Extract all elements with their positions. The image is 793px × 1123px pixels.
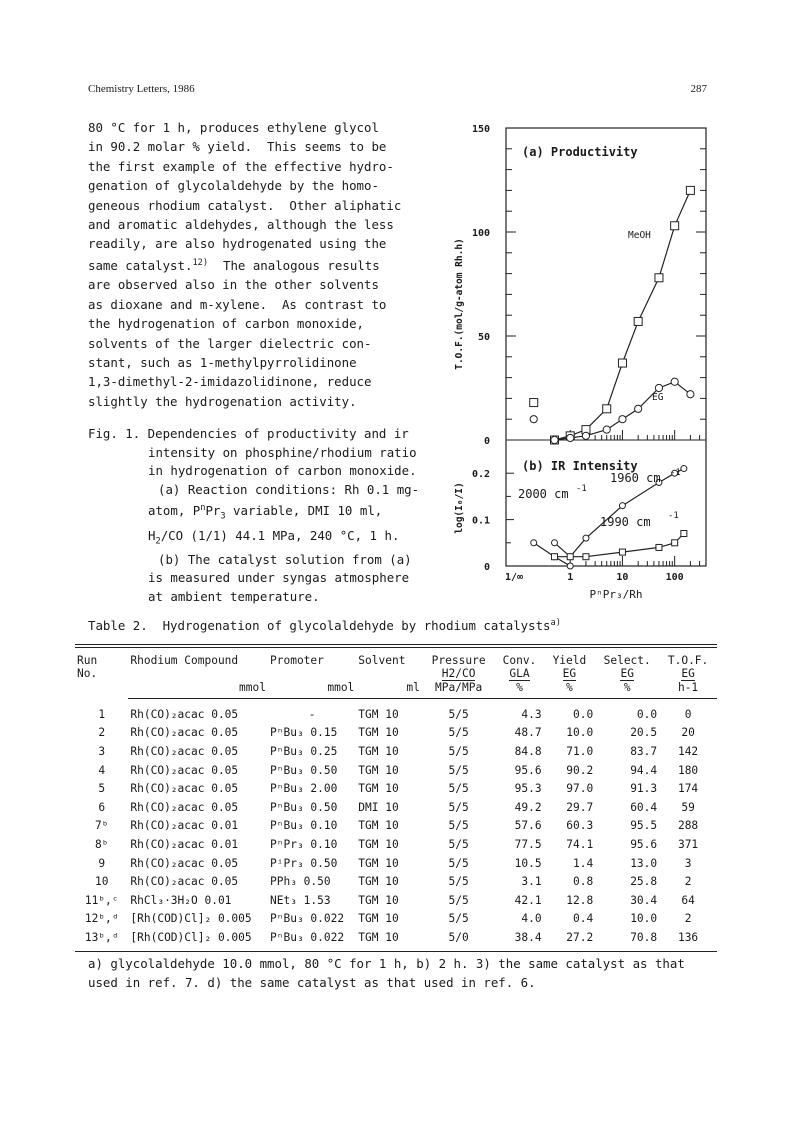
table-cell: 27.2 bbox=[566, 930, 594, 944]
journal-header: Chemistry Letters, 1986 bbox=[88, 83, 195, 95]
series-meoh-line bbox=[555, 190, 691, 440]
eg-point bbox=[530, 416, 537, 423]
table-cell: 49.2 bbox=[514, 800, 542, 814]
table-body bbox=[75, 699, 717, 947]
table-cell: 95.5 bbox=[630, 819, 658, 833]
label-2000: 2000 cm bbox=[518, 487, 569, 501]
table-cell: 60.4 bbox=[630, 800, 658, 814]
table-cell: 136 bbox=[677, 930, 699, 944]
table-cell: 94.4 bbox=[630, 763, 658, 777]
table-cell: 13ᵇ,ᵈ bbox=[84, 930, 119, 944]
eg-point bbox=[635, 405, 642, 412]
unit-select: % bbox=[623, 681, 631, 694]
label-1990-exp: -1 bbox=[668, 511, 679, 521]
table-title: Table 2. Hydrogenation of glycolaldehyde by rhodium catalysts$^{a)}$ bbox=[88, 618, 561, 634]
table-cell: 70.8 bbox=[630, 930, 658, 944]
table-cell: 2 bbox=[684, 912, 692, 926]
eg-point bbox=[582, 432, 589, 439]
col-select: Select. EG bbox=[603, 654, 651, 680]
table-row bbox=[75, 910, 717, 929]
table-cell: 57.6 bbox=[514, 819, 542, 833]
table-row bbox=[75, 835, 717, 854]
meoh-point bbox=[686, 186, 694, 194]
table-cell: [Rh(COD)Cl]₂ 0.005 bbox=[130, 930, 252, 944]
table-cell: 10 bbox=[94, 875, 109, 889]
body-text bbox=[88, 118, 418, 411]
eg-point bbox=[603, 426, 610, 433]
table-cell: 0.8 bbox=[573, 875, 594, 889]
table-cell: [Rh(COD)Cl]₂ 0.005 bbox=[130, 912, 252, 926]
table-cell: 142 bbox=[677, 744, 699, 758]
ir-circle-point bbox=[583, 535, 589, 541]
body-line: readily, are also hydrogenated using the bbox=[88, 236, 387, 252]
eg-point bbox=[619, 416, 626, 423]
table-cell: 5/0 bbox=[448, 930, 469, 944]
table-cell: 9 bbox=[98, 856, 106, 870]
table-cell: 0 bbox=[684, 707, 692, 721]
table-cell: TGM 10 bbox=[358, 930, 399, 944]
meoh-point bbox=[603, 405, 611, 413]
eg-point bbox=[655, 384, 662, 391]
table-cell: TGM 10 bbox=[358, 912, 399, 926]
table-cell: 10.5 bbox=[514, 856, 542, 870]
meoh-point bbox=[671, 222, 679, 230]
figure-caption bbox=[88, 425, 448, 606]
table-cell: 20 bbox=[681, 726, 695, 740]
table-cell: 3 bbox=[684, 856, 692, 870]
table-cell: NEt₃ 1.53 bbox=[270, 893, 331, 907]
table-cell: 0.4 bbox=[573, 912, 594, 926]
table-cell: 64 bbox=[681, 893, 695, 907]
table-cell: 83.7 bbox=[630, 744, 658, 758]
table-cell: TGM 10 bbox=[358, 726, 399, 740]
table-cell: PⁿPr₃ 0.10 bbox=[270, 837, 338, 851]
table-cell: 5 bbox=[98, 782, 106, 796]
body-line: same catalyst.$^{12)}$ The analogous results bbox=[88, 257, 380, 273]
body-line: are observed also in the other solvents bbox=[88, 277, 379, 293]
ir-circle-point bbox=[619, 503, 625, 509]
figure-labels bbox=[454, 124, 684, 601]
figure-curves bbox=[534, 190, 691, 566]
table-cell: PⁿBu₃ 0.10 bbox=[270, 819, 338, 833]
table-cell: 74.1 bbox=[566, 837, 594, 851]
ir-square-point bbox=[656, 544, 662, 550]
table-cell: 95.6 bbox=[514, 763, 542, 777]
table-cell: 5/5 bbox=[448, 875, 469, 889]
table-cell: 90.2 bbox=[566, 763, 594, 777]
table-cell: 97.0 bbox=[566, 782, 594, 796]
ir-circle-point bbox=[681, 466, 687, 472]
y-tick-label: 100 bbox=[471, 228, 490, 239]
table-cell: Rh(CO)₂acac 0.05 bbox=[130, 707, 239, 721]
meoh-point bbox=[618, 359, 626, 367]
table-cell: TGM 10 bbox=[358, 893, 399, 907]
table-cell: TGM 10 bbox=[358, 856, 399, 870]
caption-line: atom, $P^nPr_3$ variable, DMI 10 ml, bbox=[148, 503, 383, 522]
table-cell: 5/5 bbox=[448, 707, 469, 721]
label-1990: 1990 cm bbox=[600, 515, 651, 529]
table-row bbox=[75, 798, 717, 817]
table-cell: TGM 10 bbox=[358, 819, 399, 833]
meoh-label: MeOH bbox=[628, 230, 651, 241]
table-cell: 91.3 bbox=[630, 782, 658, 796]
unit-solvent: ml bbox=[406, 681, 420, 694]
ir-circle-point bbox=[531, 540, 537, 546]
table-cell: 0.0 bbox=[636, 707, 658, 721]
table-row bbox=[75, 724, 717, 743]
body-line: solvents of the larger dielectric con- bbox=[88, 335, 372, 351]
eg-point bbox=[551, 436, 558, 443]
panel-a-label: (a) Productivity bbox=[522, 145, 638, 159]
unit-rh: mmol bbox=[239, 681, 266, 694]
table-cell: 10.0 bbox=[630, 912, 658, 926]
table-row bbox=[75, 699, 717, 724]
table-cell: 4 bbox=[98, 763, 106, 777]
table-row bbox=[75, 854, 717, 873]
body-line: stant, such as 1-methylpyrrolidinone bbox=[88, 355, 357, 370]
eg-label: EG bbox=[652, 392, 664, 403]
table-cell: TGM 10 bbox=[358, 875, 399, 889]
y-axis-label: T.O.F.(mol/g-atom Rh.h) bbox=[454, 238, 465, 370]
unit-yield: % bbox=[566, 681, 573, 694]
b-tick-label: 0.1 bbox=[471, 515, 490, 527]
caption-line: Fig. 1. Dependencies of productivity and ir bbox=[88, 426, 409, 441]
table-cell: 77.5 bbox=[514, 837, 542, 851]
ir-square-point bbox=[552, 554, 558, 560]
table-cell: PPh₃ 0.50 bbox=[270, 875, 331, 889]
table-cell: 5/5 bbox=[448, 912, 469, 926]
meoh-point bbox=[634, 317, 642, 325]
table-row bbox=[75, 891, 717, 910]
table-cell: 48.7 bbox=[514, 726, 542, 740]
eg-point bbox=[671, 378, 678, 385]
table-cell: Rh(CO)₂acac 0.01 bbox=[130, 837, 239, 851]
table-cell: 4.3 bbox=[521, 707, 542, 721]
ir-square-point bbox=[583, 554, 589, 560]
results-table bbox=[75, 638, 717, 952]
y-tick-label: 0 bbox=[483, 436, 490, 447]
col-promoter: Promoter bbox=[270, 654, 324, 667]
b-tick-label: 0.2 bbox=[471, 469, 490, 481]
meoh-point bbox=[530, 399, 538, 407]
body-line: and aromatic aldehydes, although the less bbox=[88, 217, 394, 233]
table-cell: 3.1 bbox=[521, 875, 542, 889]
table-cell: - bbox=[308, 707, 316, 721]
body-line: as dioxane and m-xylene. As contrast to bbox=[88, 296, 387, 312]
body-line: slightly the hydrogenation activity. bbox=[88, 393, 357, 409]
table-row bbox=[75, 761, 717, 780]
b-tick-label: 0 bbox=[483, 562, 490, 573]
table-cell: 60.3 bbox=[566, 819, 594, 833]
table-cell: Rh(CO)₂acac 0.05 bbox=[130, 782, 239, 796]
caption-line: $H_2/CO$ (1/1) 44.1 MPa, 240 °C, 1 h. bbox=[148, 527, 400, 547]
caption-line: in hydrogenation of carbon monoxide. bbox=[148, 463, 417, 479]
label-2000-exp: -1 bbox=[576, 484, 587, 494]
unit-conv: % bbox=[516, 681, 523, 694]
table-cell: 11ᵇ,ᶜ bbox=[84, 893, 119, 907]
table-cell: 71.0 bbox=[566, 744, 594, 758]
unit-tof: h-1 bbox=[677, 681, 699, 694]
table-cell: 8ᵇ bbox=[94, 837, 109, 851]
label-1960-exp: -1 bbox=[670, 468, 681, 478]
ir-square-point bbox=[619, 549, 625, 555]
unit-promoter: mmol bbox=[327, 681, 355, 694]
table-cell: 7ᵇ bbox=[94, 819, 109, 833]
table-cell: 5/5 bbox=[448, 800, 469, 814]
table-cell: 2 bbox=[98, 726, 106, 740]
table-cell: 5/5 bbox=[448, 819, 469, 833]
table-cell: TGM 10 bbox=[358, 707, 399, 721]
table-cell: 42.1 bbox=[514, 893, 542, 907]
body-line: 1,3-dimethyl-2-imidazolidinone, reduce bbox=[88, 374, 372, 390]
table-cell: PⁿBu₃ 0.50 bbox=[270, 800, 338, 814]
table-row bbox=[75, 928, 717, 947]
caption-line: (b) The catalyst solution from (a) bbox=[158, 551, 412, 567]
table-cell: RhCl₃·3H₂O 0.01 bbox=[130, 893, 232, 907]
table-cell: 174 bbox=[677, 782, 699, 796]
caption-line: intensity on phosphine/rhodium ratio bbox=[148, 444, 417, 460]
table-cell: 84.8 bbox=[514, 744, 542, 758]
table-cell: 30.4 bbox=[630, 893, 658, 907]
ir-circle-point bbox=[567, 563, 573, 569]
table-cell: 1.4 bbox=[573, 856, 594, 870]
table-row bbox=[75, 872, 717, 891]
meoh-point bbox=[655, 274, 663, 282]
table-cell: 95.6 bbox=[630, 837, 658, 851]
table-cell: 371 bbox=[677, 837, 699, 851]
page-number: 287 bbox=[690, 83, 707, 95]
table-cell: 4.0 bbox=[521, 912, 542, 926]
col-rhodium: Rhodium Compound bbox=[130, 654, 239, 667]
table-cell: 25.8 bbox=[630, 875, 658, 889]
table-cell: TGM 10 bbox=[358, 744, 399, 758]
table-cell: 13.0 bbox=[630, 856, 658, 870]
table-row bbox=[75, 817, 717, 836]
body-line: geneous rhodium catalyst. Other aliphatic bbox=[88, 197, 402, 213]
table-cell: 5/5 bbox=[448, 837, 469, 851]
x-tick-label: 1/∞ bbox=[504, 572, 524, 583]
col-run: Run No. bbox=[77, 654, 98, 680]
table-row bbox=[75, 742, 717, 761]
table-cell: PⁿBu₃ 0.50 bbox=[270, 763, 338, 777]
table-cell: Rh(CO)₂acac 0.01 bbox=[130, 819, 239, 833]
col-pressure: Pressure H2/CO bbox=[431, 654, 486, 680]
col-tof: T.O.F. EG bbox=[667, 654, 709, 680]
x-tick-label: 100 bbox=[665, 572, 684, 583]
table-cell: 2 bbox=[684, 875, 692, 889]
ir-square-point bbox=[567, 554, 573, 560]
table-cell: 6 bbox=[98, 800, 106, 814]
table-cell: 5/5 bbox=[448, 893, 469, 907]
table-cell: TGM 10 bbox=[358, 837, 399, 851]
body-line: in 90.2 molar % yield. This seems to be bbox=[88, 139, 387, 155]
table-cell: 29.7 bbox=[566, 800, 594, 814]
col-yield: Yield EG bbox=[552, 654, 587, 680]
y-tick-label: 50 bbox=[477, 332, 490, 343]
panel-b-label: (b) IR Intensity bbox=[522, 459, 638, 473]
table-cell: DMI 10 bbox=[358, 800, 399, 814]
eg-point bbox=[567, 434, 574, 441]
table-cell: 180 bbox=[677, 763, 699, 777]
table-cell: TGM 10 bbox=[358, 763, 399, 777]
table-cell: 5/5 bbox=[448, 856, 469, 870]
table-cell: Rh(CO)₂acac 0.05 bbox=[130, 744, 239, 758]
caption-line: at ambient temperature. bbox=[148, 588, 320, 604]
label-1960: 1960 cm bbox=[610, 471, 661, 485]
table-row bbox=[75, 779, 717, 798]
table-cell: Rh(CO)₂acac 0.05 bbox=[130, 800, 239, 814]
ir-square-point bbox=[672, 540, 678, 546]
col-solvent: Solvent bbox=[358, 654, 406, 667]
table-cell: 5/5 bbox=[448, 726, 469, 740]
x-tick-label: 1 bbox=[567, 572, 574, 583]
table-cell: 10.0 bbox=[566, 726, 594, 740]
table-cell: PⁿBu₃ 0.15 bbox=[270, 726, 338, 740]
table-cell: 12.8 bbox=[566, 893, 594, 907]
table-cell: Rh(CO)₂acac 0.05 bbox=[130, 726, 239, 740]
caption-line: (a) Reaction conditions: Rh 0.1 mg- bbox=[158, 481, 420, 497]
unit-pressure: MPa/MPa bbox=[435, 681, 483, 694]
body-line: 80 °C for 1 h, produces ethylene glycol bbox=[88, 120, 379, 135]
table-cell: 95.3 bbox=[514, 782, 542, 796]
table-cell: 288 bbox=[677, 819, 699, 833]
table-cell: 3 bbox=[98, 744, 106, 758]
table-cell: 1 bbox=[98, 707, 106, 721]
table-cell: 20.5 bbox=[630, 726, 658, 740]
table-cell: 38.4 bbox=[514, 930, 542, 944]
ir-square-point bbox=[681, 531, 687, 537]
body-line: the hydrogenation of carbon monoxide, bbox=[88, 316, 365, 332]
table-cell: Rh(CO)₂acac 0.05 bbox=[130, 875, 239, 889]
body-line: genation of glycolaldehyde by the homo- bbox=[88, 178, 379, 194]
table-cell: 0.0 bbox=[573, 707, 594, 721]
b-axis-label: log(I₀/I) bbox=[454, 482, 465, 534]
y-tick-label: 150 bbox=[471, 124, 490, 135]
table-cell: Rh(CO)₂acac 0.05 bbox=[130, 856, 239, 870]
footnote-line: used in ref. 7. d) the same catalyst as that used in ref. 6. bbox=[88, 975, 536, 990]
footnote-line: a) glycolaldehyde 10.0 mmol, 80 °C for 1 h, b) 2 h. 3) the same catalyst as that bbox=[88, 956, 685, 971]
caption-line: is measured under syngas atmosphere bbox=[148, 570, 410, 586]
table-cell: PⁿBu₃ 0.022 bbox=[270, 912, 345, 926]
body-line: the first example of the effective hydro- bbox=[88, 158, 394, 174]
table-cell: 59 bbox=[681, 800, 695, 814]
table-cell: 12ᵇ,ᵈ bbox=[84, 912, 119, 926]
table-cell: PⁿBu₃ 0.022 bbox=[270, 930, 345, 944]
table-footnote bbox=[88, 954, 685, 992]
eg-point bbox=[687, 391, 694, 398]
x-axis-label: PⁿPr₃/Rh bbox=[589, 588, 643, 601]
table-cell: 5/5 bbox=[448, 782, 469, 796]
table-cell: PⁿBu₃ 2.00 bbox=[270, 782, 338, 796]
table-cell: PⁱPr₃ 0.50 bbox=[270, 856, 338, 870]
x-tick-label: 10 bbox=[616, 572, 629, 583]
col-conv: Conv. GLA bbox=[502, 654, 537, 680]
productivity-ir-figure bbox=[446, 118, 716, 618]
table-cell: 5/5 bbox=[448, 763, 469, 777]
ir-circle-point bbox=[552, 540, 558, 546]
table-cell: TGM 10 bbox=[358, 782, 399, 796]
table-cell: PⁿBu₃ 0.25 bbox=[270, 744, 338, 758]
table-cell: Rh(CO)₂acac 0.05 bbox=[130, 763, 239, 777]
table-cell: 5/5 bbox=[448, 744, 469, 758]
